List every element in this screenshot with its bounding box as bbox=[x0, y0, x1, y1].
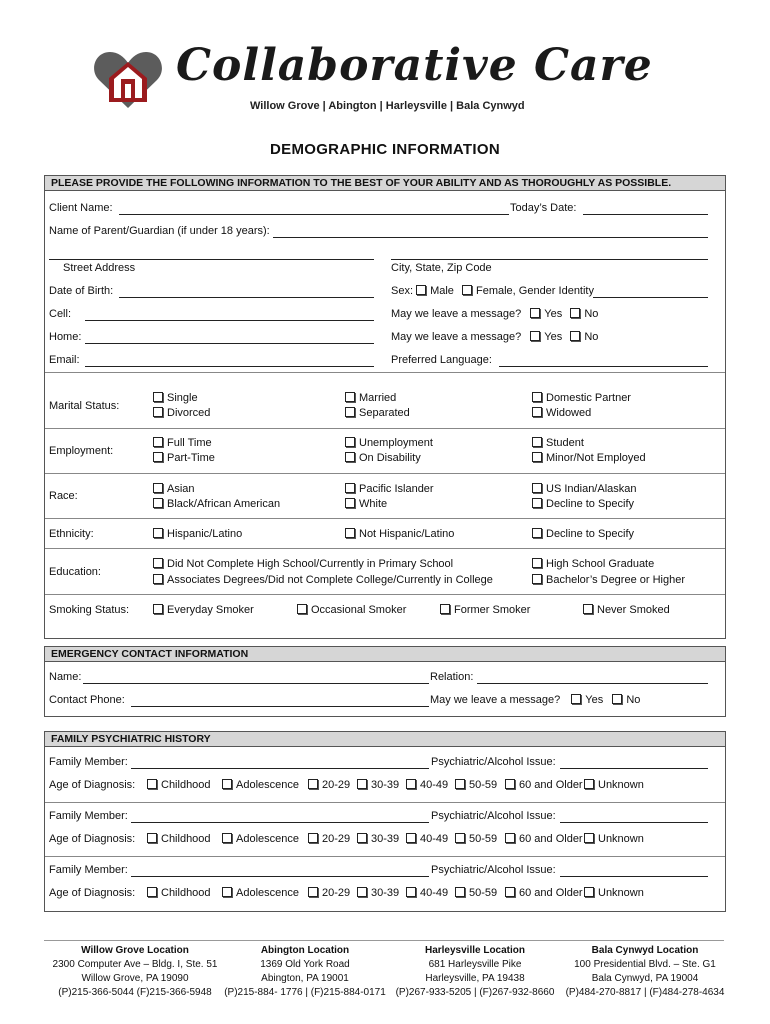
home-message-label: May we leave a message? bbox=[391, 331, 522, 343]
age-option-label: 50-59 bbox=[469, 779, 498, 791]
age-option-label: Adolescence bbox=[236, 779, 299, 791]
psychiatric-issue-field[interactable] bbox=[560, 822, 708, 823]
option-label: Full Time bbox=[167, 437, 212, 449]
smoking-former-option[interactable] bbox=[440, 604, 530, 617]
age-20-29-checkbox[interactable] bbox=[308, 887, 318, 897]
option-label: Part-Time bbox=[167, 452, 215, 464]
family-member-field[interactable] bbox=[131, 876, 429, 877]
option-label: Asian bbox=[167, 483, 195, 495]
home-label: Home: bbox=[49, 331, 82, 343]
emergency-message-yes-checkbox[interactable] bbox=[571, 694, 581, 704]
sex-female-label: Female, Gender Identity bbox=[475, 285, 594, 297]
option-label: Decline to Specify bbox=[546, 498, 635, 510]
race-black-option[interactable] bbox=[153, 498, 280, 511]
age-option-label: 60 and Older bbox=[519, 833, 583, 845]
age-option-label: 60 and Older bbox=[519, 779, 583, 791]
option-label: Divorced bbox=[167, 407, 211, 419]
option-label: High School Graduate bbox=[546, 558, 655, 570]
age-option-label: Adolescence bbox=[236, 887, 299, 899]
cell-message-label: May we leave a message? bbox=[391, 308, 522, 320]
footer-phone-line: (P)267-933-5205 | (F)267-932-8660 bbox=[395, 987, 555, 998]
age-option-label: 40-49 bbox=[420, 887, 449, 899]
age-option-label: 50-59 bbox=[469, 833, 498, 845]
yes-label: Yes bbox=[544, 308, 563, 320]
age-adolescence-option[interactable] bbox=[222, 833, 299, 846]
footer-address-line: 2300 Computer Ave – Bldg. I, Ste. 51 bbox=[52, 959, 218, 970]
footer-location-name: Harleysville Location bbox=[424, 945, 526, 956]
race-label: Race: bbox=[49, 490, 78, 502]
race-pacific-option[interactable] bbox=[345, 483, 434, 496]
emergency-message-no-checkbox[interactable] bbox=[612, 694, 622, 704]
never-smoked-checkbox[interactable] bbox=[583, 604, 593, 614]
todays-date-label: Today’s Date: bbox=[510, 202, 577, 214]
gender-identity-field[interactable] bbox=[593, 297, 708, 298]
age-40-49-checkbox[interactable] bbox=[406, 779, 416, 789]
white-checkbox[interactable] bbox=[345, 498, 355, 508]
age-60-and-older-checkbox[interactable] bbox=[505, 779, 515, 789]
emergency-phone-label: Contact Phone: bbox=[49, 694, 125, 706]
age-adolescence-checkbox[interactable] bbox=[222, 887, 232, 897]
age-40-49-option[interactable] bbox=[406, 779, 448, 792]
cell-message-yes-checkbox[interactable] bbox=[530, 308, 540, 318]
employment-minor-option[interactable] bbox=[532, 452, 646, 465]
psychiatric-issue-label: Psychiatric/Alcohol Issue: bbox=[431, 864, 556, 876]
footer-location bbox=[224, 944, 386, 1000]
age-option-label: 30-39 bbox=[371, 833, 400, 845]
smoking-status-label: Smoking Status: bbox=[49, 604, 130, 616]
footer-location bbox=[53, 944, 218, 1000]
not-hispanic-checkbox[interactable] bbox=[345, 528, 355, 538]
option-label: Unemployment bbox=[359, 437, 433, 449]
separated-checkbox[interactable] bbox=[345, 407, 355, 417]
age-adolescence-checkbox[interactable] bbox=[222, 779, 232, 789]
age-option-label: 50-59 bbox=[469, 887, 498, 899]
age-60-and-older-option[interactable] bbox=[505, 833, 583, 846]
age-20-29-option[interactable] bbox=[308, 779, 350, 792]
age-60-and-older-checkbox[interactable] bbox=[505, 833, 515, 843]
single-checkbox[interactable] bbox=[153, 392, 163, 402]
age-option-label: 60 and Older bbox=[519, 887, 583, 899]
age-childhood-checkbox[interactable] bbox=[147, 887, 157, 897]
home-field[interactable] bbox=[85, 343, 374, 344]
former-smoker-checkbox[interactable] bbox=[440, 604, 450, 614]
home-message-group bbox=[391, 331, 598, 344]
smoking-occasional-option[interactable] bbox=[297, 604, 406, 617]
employment-unemployment-option[interactable] bbox=[345, 437, 433, 450]
demographic-section bbox=[44, 175, 726, 639]
footer-city-line: Bala Cynwyd, PA 19004 bbox=[591, 973, 699, 984]
domestic-partner-checkbox[interactable] bbox=[532, 392, 542, 402]
footer-city-line: Harleysville, PA 19438 bbox=[425, 973, 525, 984]
marital-domestic-partner-option[interactable] bbox=[532, 392, 631, 405]
page-title: DEMOGRAPHIC INFORMATION bbox=[270, 141, 500, 158]
psychiatric-issue-field[interactable] bbox=[560, 876, 708, 877]
age-option-label: Unknown bbox=[598, 779, 644, 791]
option-label: Decline to Specify bbox=[546, 528, 635, 540]
education-high-school-option[interactable] bbox=[532, 558, 654, 571]
age-childhood-option[interactable] bbox=[147, 779, 211, 792]
family-member-field[interactable] bbox=[131, 822, 429, 823]
age-50-59-option[interactable] bbox=[455, 779, 497, 792]
age-adolescence-checkbox[interactable] bbox=[222, 833, 232, 843]
age-20-29-checkbox[interactable] bbox=[308, 833, 318, 843]
age-50-59-checkbox[interactable] bbox=[455, 833, 465, 843]
everyday-smoker-checkbox[interactable] bbox=[153, 604, 163, 614]
marital-divorced-option[interactable] bbox=[153, 407, 210, 420]
email-label: Email: bbox=[49, 354, 80, 366]
option-label: Pacific Islander bbox=[359, 483, 434, 495]
instruction-header: PLEASE PROVIDE THE FOLLOWING INFORMATION TO THE BEST OF YOUR ABILITY AND AS THOROUGHLY AS POSSIBLE. bbox=[45, 176, 725, 191]
age-unknown-option[interactable] bbox=[584, 833, 644, 846]
yes-label: Yes bbox=[544, 331, 563, 343]
age-adolescence-option[interactable] bbox=[222, 779, 299, 792]
todays-date-field[interactable] bbox=[583, 214, 708, 215]
emergency-relation-field[interactable] bbox=[477, 683, 708, 684]
age-option-label: 30-39 bbox=[371, 779, 400, 791]
family-member-field[interactable] bbox=[131, 768, 429, 769]
age-unknown-checkbox[interactable] bbox=[584, 779, 594, 789]
option-label: Occasional Smoker bbox=[311, 604, 407, 616]
footer-city-line: Abington, PA 19001 bbox=[261, 973, 349, 984]
emergency-contact-section bbox=[44, 646, 726, 717]
part-time-checkbox[interactable] bbox=[153, 452, 163, 462]
pacific-islander-checkbox[interactable] bbox=[345, 483, 355, 493]
footer-city-line: Willow Grove, PA 19090 bbox=[81, 973, 189, 984]
option-label: Domestic Partner bbox=[546, 392, 631, 404]
footer-location-name: Bala Cynwyd Location bbox=[591, 945, 699, 956]
guardian-field[interactable] bbox=[273, 237, 708, 238]
age-option-label: Adolescence bbox=[236, 833, 299, 845]
option-label: Black/African American bbox=[167, 498, 281, 510]
divorced-checkbox[interactable] bbox=[153, 407, 163, 417]
client-name-field[interactable] bbox=[119, 214, 509, 215]
age-30-39-checkbox[interactable] bbox=[357, 779, 367, 789]
age-30-39-option[interactable] bbox=[357, 833, 399, 846]
age-of-diagnosis-label: Age of Diagnosis: bbox=[49, 833, 136, 845]
emergency-relation-label: Relation: bbox=[430, 671, 474, 683]
family-history-header: FAMILY PSYCHIATRIC HISTORY bbox=[45, 732, 725, 747]
no-label: No bbox=[584, 331, 599, 343]
disability-checkbox[interactable] bbox=[345, 452, 355, 462]
cell-field[interactable] bbox=[85, 320, 374, 321]
footer-address-line: 100 Presidential Blvd. – Ste. G1 bbox=[574, 959, 716, 970]
emergency-name-field[interactable] bbox=[83, 683, 429, 684]
age-40-49-option[interactable] bbox=[406, 833, 448, 846]
sex-male-checkbox[interactable] bbox=[416, 285, 426, 295]
age-20-29-option[interactable] bbox=[308, 833, 350, 846]
age-unknown-option[interactable] bbox=[584, 887, 644, 900]
age-50-59-option[interactable] bbox=[455, 887, 497, 900]
cell-label: Cell: bbox=[49, 308, 72, 320]
location-list: Willow Grove | Abington | Harleysville | Bala Cynwyd bbox=[250, 100, 525, 112]
emergency-phone-field[interactable] bbox=[131, 706, 429, 707]
no-label: No bbox=[626, 694, 641, 706]
cell-message-no-checkbox[interactable] bbox=[570, 308, 580, 318]
education-bachelors-option[interactable] bbox=[532, 574, 685, 587]
marital-status-label: Marital Status: bbox=[49, 400, 120, 412]
age-50-59-option[interactable] bbox=[455, 833, 497, 846]
option-label: Associates Degrees/Did not Complete College/Currently in College bbox=[167, 574, 493, 586]
emergency-name-label: Name: bbox=[49, 671, 82, 683]
age-40-49-checkbox[interactable] bbox=[406, 833, 416, 843]
street-address-label: Street Address bbox=[63, 262, 136, 274]
widowed-checkbox[interactable] bbox=[532, 407, 542, 417]
brand-name: Collaborative Care bbox=[176, 40, 653, 91]
heart-house-logo-icon bbox=[93, 48, 163, 110]
education-label: Education: bbox=[49, 566, 101, 578]
age-option-label: Unknown bbox=[598, 833, 644, 845]
family-member-label: Family Member: bbox=[49, 756, 128, 768]
race-decline-checkbox[interactable] bbox=[532, 498, 542, 508]
age-30-39-option[interactable] bbox=[357, 779, 399, 792]
preferred-language-label: Preferred Language: bbox=[391, 354, 492, 366]
hispanic-checkbox[interactable] bbox=[153, 528, 163, 538]
dob-label: Date of Birth: bbox=[49, 285, 114, 297]
age-60-and-older-option[interactable] bbox=[505, 887, 583, 900]
ethnicity-decline-checkbox[interactable] bbox=[532, 528, 542, 538]
option-label: US Indian/Alaskan bbox=[546, 483, 637, 495]
race-us-indian-option[interactable] bbox=[532, 483, 637, 496]
home-message-no-checkbox[interactable] bbox=[570, 331, 580, 341]
age-of-diagnosis-label: Age of Diagnosis: bbox=[49, 779, 136, 791]
smoking-never-option[interactable] bbox=[583, 604, 670, 617]
family-history-section bbox=[44, 731, 726, 912]
age-unknown-checkbox[interactable] bbox=[584, 833, 594, 843]
age-30-39-checkbox[interactable] bbox=[357, 887, 367, 897]
age-of-diagnosis-label: Age of Diagnosis: bbox=[49, 887, 136, 899]
race-white-option[interactable] bbox=[345, 498, 387, 511]
sex-label: Sex: bbox=[391, 285, 414, 297]
footer-divider bbox=[44, 940, 724, 941]
street-address-field[interactable] bbox=[49, 259, 374, 260]
ethnicity-not-hispanic-option[interactable] bbox=[345, 528, 454, 541]
asian-checkbox[interactable] bbox=[153, 483, 163, 493]
age-50-59-checkbox[interactable] bbox=[455, 779, 465, 789]
age-childhood-checkbox[interactable] bbox=[147, 779, 157, 789]
option-label: Minor/Not Employed bbox=[546, 452, 646, 464]
option-label: White bbox=[359, 498, 388, 510]
sex-male-label: Male bbox=[430, 285, 454, 297]
age-childhood-checkbox[interactable] bbox=[147, 833, 157, 843]
marital-married-option[interactable] bbox=[345, 392, 396, 405]
guardian-label: Name of Parent/Guardian (if under 18 years): bbox=[49, 225, 270, 237]
footer-address-line: 1369 Old York Road bbox=[260, 959, 350, 970]
ethnicity-decline-option[interactable] bbox=[532, 528, 634, 541]
age-option-label: Childhood bbox=[161, 833, 211, 845]
smoking-everyday-option[interactable] bbox=[153, 604, 254, 617]
no-label: No bbox=[584, 308, 599, 320]
footer-phone-line: (P)484-270-8817 | (F)484-278-4634 bbox=[565, 987, 725, 998]
race-decline-option[interactable] bbox=[532, 498, 634, 511]
marital-separated-option[interactable] bbox=[345, 407, 410, 420]
age-20-29-option[interactable] bbox=[308, 887, 350, 900]
home-message-yes-checkbox[interactable] bbox=[530, 331, 540, 341]
option-label: Married bbox=[359, 392, 397, 404]
age-option-label: Childhood bbox=[161, 779, 211, 791]
age-option-label: 40-49 bbox=[420, 779, 449, 791]
minor-checkbox[interactable] bbox=[532, 452, 542, 462]
family-member-label: Family Member: bbox=[49, 864, 128, 876]
city-state-zip-label: City, State, Zip Code bbox=[391, 262, 492, 274]
age-option-label: 30-39 bbox=[371, 887, 400, 899]
emergency-header: EMERGENCY CONTACT INFORMATION bbox=[45, 647, 725, 662]
option-label: Bachelor’s Degree or Higher bbox=[546, 574, 685, 586]
family-member-label: Family Member: bbox=[49, 810, 128, 822]
age-unknown-option[interactable] bbox=[584, 779, 644, 792]
emergency-message-label: May we leave a message? bbox=[430, 694, 561, 706]
student-checkbox[interactable] bbox=[532, 437, 542, 447]
employment-part-time-option[interactable] bbox=[153, 452, 215, 465]
footer-location bbox=[566, 944, 725, 1000]
sex-female-checkbox[interactable] bbox=[462, 285, 472, 295]
dob-field[interactable] bbox=[119, 297, 374, 298]
age-50-59-checkbox[interactable] bbox=[455, 887, 465, 897]
bachelors-checkbox[interactable] bbox=[532, 574, 542, 584]
option-label: Former Smoker bbox=[454, 604, 531, 616]
marital-single-option[interactable] bbox=[153, 392, 198, 405]
option-label: Never Smoked bbox=[597, 604, 670, 616]
full-time-checkbox[interactable] bbox=[153, 437, 163, 447]
employment-label: Employment: bbox=[49, 445, 114, 457]
age-60-and-older-checkbox[interactable] bbox=[505, 887, 515, 897]
psychiatric-issue-field[interactable] bbox=[560, 768, 708, 769]
sex-group bbox=[391, 285, 594, 298]
city-state-zip-field[interactable] bbox=[391, 259, 708, 260]
footer-phone-line: (P)215-884- 1776 | (F)215-884-0171 bbox=[224, 987, 386, 998]
age-option-label: Unknown bbox=[598, 887, 644, 899]
unemployment-checkbox[interactable] bbox=[345, 437, 355, 447]
option-label: Did Not Complete High School/Currently in Primary School bbox=[167, 558, 454, 570]
option-label: Student bbox=[546, 437, 584, 449]
employment-full-time-option[interactable] bbox=[153, 437, 212, 450]
age-unknown-checkbox[interactable] bbox=[584, 887, 594, 897]
age-option-label: 20-29 bbox=[322, 833, 351, 845]
age-30-39-checkbox[interactable] bbox=[357, 833, 367, 843]
associates-checkbox[interactable] bbox=[153, 574, 163, 584]
psychiatric-issue-label: Psychiatric/Alcohol Issue: bbox=[431, 756, 556, 768]
footer-location-name: Willow Grove Location bbox=[81, 945, 189, 956]
black-checkbox[interactable] bbox=[153, 498, 163, 508]
option-label: Not Hispanic/Latino bbox=[359, 528, 455, 540]
age-childhood-option[interactable] bbox=[147, 887, 211, 900]
marital-widowed-option[interactable] bbox=[532, 407, 591, 420]
option-label: Hispanic/Latino bbox=[167, 528, 243, 540]
option-label: On Disability bbox=[359, 452, 421, 464]
us-indian-checkbox[interactable] bbox=[532, 483, 542, 493]
age-adolescence-option[interactable] bbox=[222, 887, 299, 900]
age-option-label: Childhood bbox=[161, 887, 211, 899]
footer-location-name: Abington Location bbox=[260, 945, 350, 956]
ethnicity-hispanic-option[interactable] bbox=[153, 528, 242, 541]
occasional-smoker-checkbox[interactable] bbox=[297, 604, 307, 614]
no-high-school-checkbox[interactable] bbox=[153, 558, 163, 568]
footer-location bbox=[396, 944, 555, 1000]
high-school-graduate-checkbox[interactable] bbox=[532, 558, 542, 568]
age-20-29-checkbox[interactable] bbox=[308, 779, 318, 789]
option-label: Everyday Smoker bbox=[167, 604, 254, 616]
age-30-39-option[interactable] bbox=[357, 887, 399, 900]
married-checkbox[interactable] bbox=[345, 392, 355, 402]
footer-phone-line: (P)215-366-5044 (F)215-366-5948 bbox=[58, 987, 212, 998]
yes-label: Yes bbox=[585, 694, 604, 706]
emergency-message-group bbox=[430, 694, 640, 707]
preferred-language-field[interactable] bbox=[499, 366, 708, 367]
education-associates-option[interactable] bbox=[153, 574, 493, 587]
age-option-label: 20-29 bbox=[322, 887, 351, 899]
option-label: Separated bbox=[359, 407, 410, 419]
age-40-49-option[interactable] bbox=[406, 887, 448, 900]
age-60-and-older-option[interactable] bbox=[505, 779, 583, 792]
cell-message-group bbox=[391, 308, 598, 321]
employment-disability-option[interactable] bbox=[345, 452, 421, 465]
race-asian-option[interactable] bbox=[153, 483, 195, 496]
employment-student-option[interactable] bbox=[532, 437, 584, 450]
age-option-label: 40-49 bbox=[420, 833, 449, 845]
education-no-high-school-option[interactable] bbox=[153, 558, 453, 571]
age-childhood-option[interactable] bbox=[147, 833, 211, 846]
ethnicity-label: Ethnicity: bbox=[49, 528, 94, 540]
age-40-49-checkbox[interactable] bbox=[406, 887, 416, 897]
age-option-label: 20-29 bbox=[322, 779, 351, 791]
footer-address-line: 681 Harleysville Pike bbox=[428, 959, 522, 970]
client-name-label: Client Name: bbox=[49, 202, 113, 214]
psychiatric-issue-label: Psychiatric/Alcohol Issue: bbox=[431, 810, 556, 822]
email-field[interactable] bbox=[85, 366, 374, 367]
option-label: Single bbox=[167, 392, 198, 404]
option-label: Widowed bbox=[546, 407, 592, 419]
